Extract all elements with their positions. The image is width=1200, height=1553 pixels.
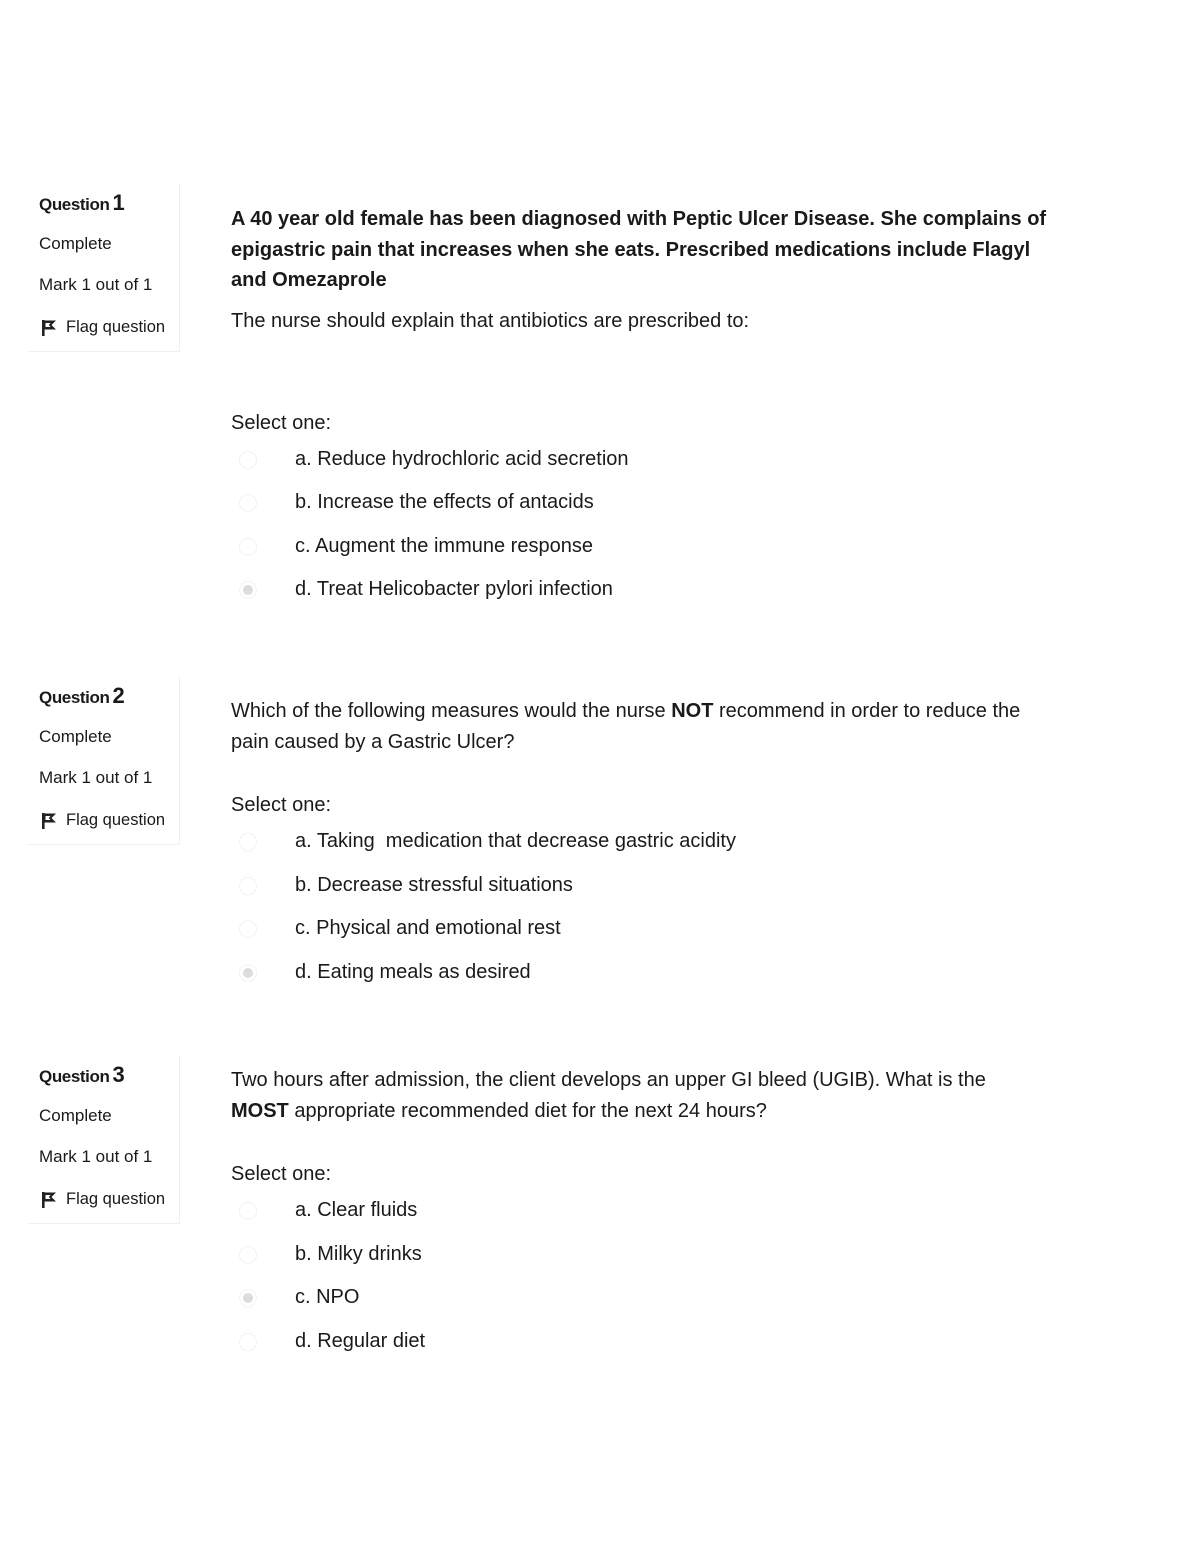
flag-icon	[39, 811, 58, 830]
answer-list	[231, 443, 1051, 617]
question-number	[39, 1062, 179, 1087]
question-grade: Mark 1 out of 1	[39, 768, 153, 787]
flag-icon	[39, 1190, 58, 1209]
question-text-emphasis: MOST	[231, 1099, 289, 1122]
answer-label: a. Reduce hydrochloric acid secretion	[295, 447, 629, 470]
question-prefix: Question	[39, 1067, 110, 1086]
answer-option[interactable]	[231, 825, 1051, 869]
question-info	[28, 183, 180, 352]
answer-radio[interactable]	[239, 920, 257, 938]
question-number-value: 2	[112, 683, 125, 708]
answer-radio[interactable]	[239, 1202, 257, 1220]
answer-option[interactable]	[231, 573, 1051, 617]
answer-label: d. Regular diet	[295, 1329, 426, 1352]
answer-label: d. Eating meals as desired	[295, 960, 531, 983]
question-prefix: Question	[39, 688, 110, 707]
answer-option[interactable]	[231, 1194, 1051, 1238]
answer-option[interactable]	[231, 956, 1051, 1000]
answer-label: b. Milky drinks	[295, 1242, 422, 1265]
question-number	[39, 190, 179, 215]
question-grade: Mark 1 out of 1	[39, 275, 153, 294]
answer-radio[interactable]	[239, 1333, 257, 1351]
select-one-prompt: Select one:	[231, 794, 332, 816]
answer-option[interactable]	[231, 1238, 1051, 1282]
question-state: Complete	[39, 234, 112, 253]
answer-label: a. Clear fluids	[295, 1199, 418, 1221]
select-one-prompt: Select one:	[231, 411, 332, 434]
answer-radio[interactable]	[239, 833, 257, 851]
answer-radio[interactable]	[239, 964, 257, 982]
answer-radio[interactable]	[239, 877, 257, 895]
answer-radio[interactable]	[239, 538, 257, 556]
answer-label: c. Augment the immune response	[295, 534, 593, 557]
flag-question-label: Flag question	[66, 1190, 166, 1208]
question-content	[231, 1065, 1051, 1368]
answer-label: b. Increase the effects of antacids	[295, 491, 594, 514]
question-text	[231, 696, 1051, 757]
answer-option[interactable]	[231, 486, 1051, 530]
answer-option[interactable]	[231, 912, 1051, 956]
answer-radio[interactable]	[239, 1246, 257, 1264]
answer-label: d. Treat Helicobacter pylori infection	[295, 578, 613, 601]
answer-label: b. Decrease stressful situations	[295, 873, 573, 896]
question-content	[231, 696, 1051, 999]
answer-radio[interactable]	[239, 494, 257, 512]
question-state: Complete	[39, 727, 112, 746]
answer-label: c. NPO	[295, 1286, 360, 1309]
answer-radio[interactable]	[239, 451, 257, 469]
question-number-value: 1	[112, 190, 125, 215]
flag-icon	[39, 318, 58, 337]
question-content	[231, 204, 1051, 617]
answer-option[interactable]	[231, 530, 1051, 574]
question-info	[28, 676, 180, 845]
answer-list	[231, 1194, 1051, 1368]
question-state: Complete	[39, 1106, 112, 1125]
answer-option[interactable]	[231, 443, 1051, 487]
question-info	[28, 1055, 180, 1224]
question-text	[231, 1065, 1001, 1126]
answer-label: c. Physical and emotional rest	[295, 917, 561, 940]
select-one-prompt: Select one:	[231, 1163, 332, 1185]
question-text-emphasis: NOT	[671, 700, 714, 722]
question-number	[39, 683, 179, 708]
flag-question-link[interactable]	[39, 1189, 179, 1209]
question-grade: Mark 1 out of 1	[39, 1147, 153, 1166]
flag-question-label: Flag question	[66, 318, 166, 336]
question-text-start: Which of the following measures would the nurse	[231, 700, 672, 722]
answer-radio[interactable]	[239, 1289, 257, 1307]
question-scenario: A 40 year old female has been diagnosed with Peptic Ulcer Disease. She complains of epigastric pain that increases when she eats. Prescribed medications include Flagyl and Omezaprole	[231, 208, 1047, 291]
question-text-end: appropriate recommended diet for the next 24 hours?	[288, 1099, 767, 1122]
answer-option[interactable]	[231, 1281, 1051, 1325]
question-text-start: Two hours after admission, the client develops an upper GI bleed (UGIB). What is the	[231, 1069, 986, 1091]
answer-label: a. Taking medication that decrease gastric acidity	[295, 830, 736, 852]
question-text: The nurse should explain that antibiotics are prescribed to:	[231, 309, 750, 332]
question-number-value: 3	[112, 1062, 125, 1087]
answer-option[interactable]	[231, 869, 1051, 913]
flag-question-label: Flag question	[66, 811, 166, 829]
flag-question-link[interactable]	[39, 317, 179, 337]
question-text-end: recommend in order to reduce the pain caused by a Gastric Ulcer?	[231, 700, 1021, 753]
question-prefix: Question	[39, 195, 110, 214]
answer-radio[interactable]	[239, 581, 257, 599]
answer-list	[231, 825, 1051, 999]
answer-option[interactable]	[231, 1325, 1051, 1369]
flag-question-link[interactable]	[39, 810, 179, 830]
